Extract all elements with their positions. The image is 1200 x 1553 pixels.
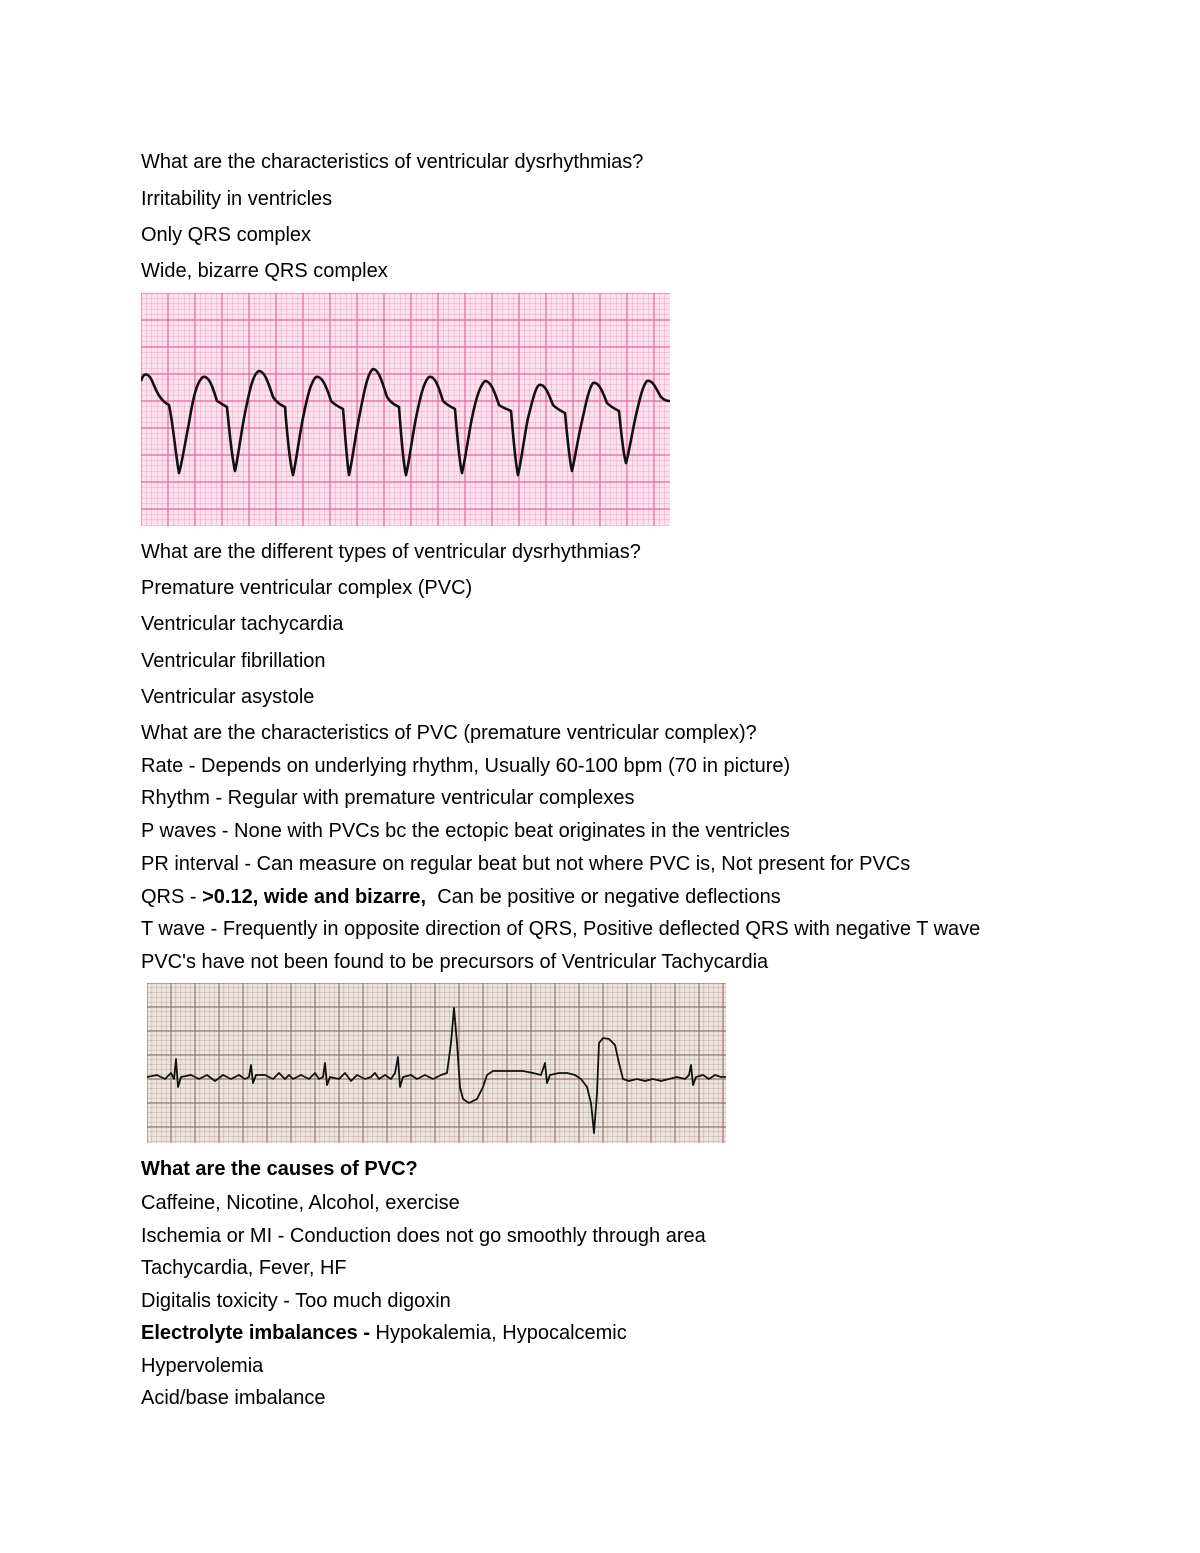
list-item: Ventricular fibrillation [141,650,326,672]
pvc-qrs-bold: >0.12, wide and bizarre, [202,886,427,908]
list-item: Digitalis toxicity - Too much digoxin [141,1290,451,1312]
electrolyte-label: Electrolyte imbalances - [141,1322,376,1344]
list-item: Ventricular tachycardia [141,613,344,635]
list-item: Hypervolemia [141,1355,264,1377]
pvc-ecg-strip [147,983,726,1143]
list-item-electrolyte [141,1321,627,1345]
electrolyte-detail: Hypokalemia, Hypocalcemic [375,1322,627,1344]
list-item: Premature ventricular complex (PVC) [141,577,473,599]
pvc-rhythm: Rhythm - Regular with premature ventricular complexes [141,787,635,809]
list-item: Caffeine, Nicotine, Alcohol, exercise [141,1192,460,1214]
ventricular-tachycardia-ecg-strip [141,293,670,526]
list-item: Tachycardia, Fever, HF [141,1257,347,1279]
list-item: Only QRS complex [141,224,312,246]
pvc-p-waves: P waves - None with PVCs bc the ectopic beat originates in the ventricles [141,820,790,842]
question-pvc-causes: What are the causes of PVC? [141,1158,418,1180]
pvc-qrs-prefix: QRS - [141,886,203,908]
list-item: Ischemia or MI - Conduction does not go smoothly through area [141,1225,706,1247]
list-item: Ventricular asystole [141,686,315,708]
pvc-rate: Rate - Depends on underlying rhythm, Usually 60-100 bpm (70 in picture) [141,755,791,777]
question-ventricular-characteristics: What are the characteristics of ventricular dysrhythmias? [141,151,644,173]
list-item: Acid/base imbalance [141,1387,326,1409]
pvc-pr-interval: PR interval - Can measure on regular beat but not where PVC is, Not present for PVCs [141,853,911,875]
pvc-qrs [141,885,781,909]
list-item: Irritability in ventricles [141,188,333,210]
question-ventricular-types: What are the different types of ventricular dysrhythmias? [141,541,641,563]
pvc-qrs-rest: Can be positive or negative deflections [426,886,781,908]
list-item: Wide, bizarre QRS complex [141,260,388,282]
pvc-precursor-note: PVC's have not been found to be precursors of Ventricular Tachycardia [141,951,769,973]
pvc-t-wave: T wave - Frequently in opposite direction of QRS, Positive deflected QRS with negative T wave [141,918,981,940]
question-pvc-characteristics: What are the characteristics of PVC (premature ventricular complex)? [141,722,757,744]
